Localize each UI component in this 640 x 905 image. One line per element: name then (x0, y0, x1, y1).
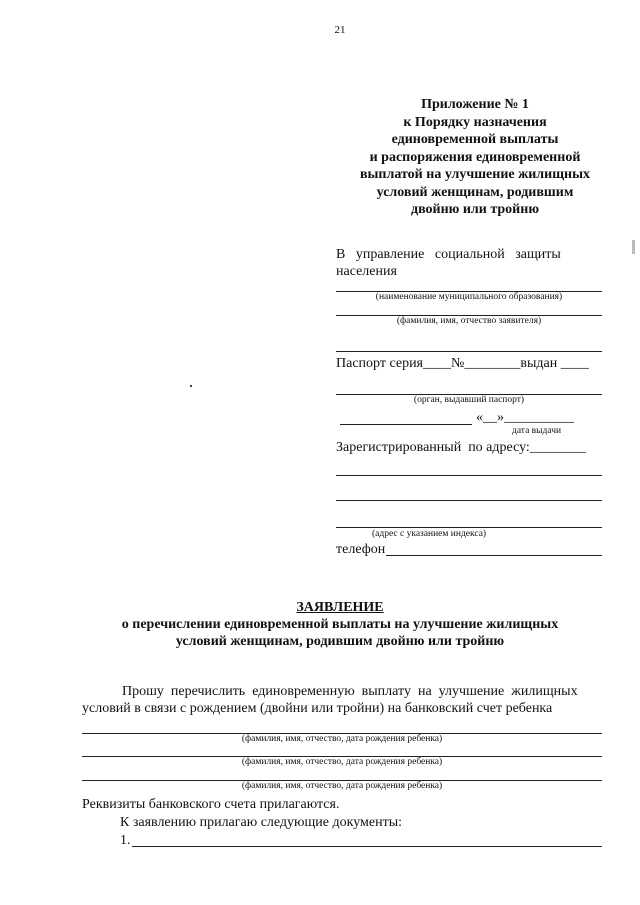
statement-subtitle-line-1: о перечислении единовременной выплаты на улучшение жилищных (121, 617, 559, 632)
scan-mark (632, 240, 635, 254)
appendix-line: двойню или тройню (410, 202, 540, 217)
appendix-line: выплатой на улучшение жилищных (359, 167, 591, 182)
child-1-caption: (фамилия, имя, отчество, дата рождения ребенка) (241, 734, 443, 744)
statement-subtitle-line-2: условий женщинам, родившим двойню или тройню (175, 634, 505, 649)
appendix-line: Приложение № 1 (421, 97, 529, 112)
bank-details-note: Реквизиты банковского счета прилагаются. (82, 797, 340, 812)
request-paragraph-line-2: условий в связи с рождением (двойни или тройни) на банковский счет ребенка (82, 701, 553, 716)
address-field-line-1[interactable] (336, 475, 602, 476)
request-paragraph-line-1: Прошу перечислить единовременную выплату на улучшение жилищных (122, 684, 578, 699)
municipality-caption: (наименование муниципального образования) (375, 292, 563, 302)
address-field-line-3[interactable] (336, 527, 602, 528)
appendix-line: к Порядку назначения (403, 114, 547, 130)
appendix-line: условий женщинам, родившим (376, 184, 574, 200)
phone-label: телефон (336, 542, 386, 557)
applicant-caption: (фамилия, имя, отчество заявителя) (396, 316, 542, 326)
child-2-caption: (фамилия, имя, отчество, дата рождения ребенка) (241, 757, 443, 767)
issuer-caption: (орган, выдавший паспорт) (413, 395, 525, 405)
scan-speck (190, 385, 192, 387)
passport-issuer-field-line-2[interactable] (340, 424, 472, 425)
issue-date-field[interactable]: «__»__________ (476, 410, 574, 425)
page-number: 21 (334, 24, 346, 36)
applicant-extra-field-line[interactable] (336, 351, 602, 352)
attachments-label: К заявлению прилагаю следующие документы: (120, 815, 403, 830)
phone-field-line[interactable] (386, 555, 602, 556)
address-field-line-2[interactable] (336, 500, 602, 501)
attachment-item-number: 1. (120, 833, 131, 848)
issue-date-caption: дата выдачи (512, 426, 562, 436)
addressee-line-2: населения (336, 264, 397, 279)
appendix-line: единовременной выплаты (391, 132, 559, 147)
addressee-line-1: В управление социальной защиты (336, 247, 561, 262)
registered-address-label: Зарегистрированный по адресу:________ (336, 440, 586, 455)
child-3-caption: (фамилия, имя, отчество, дата рождения ребенка) (241, 781, 443, 791)
statement-title: ЗАЯВЛЕНИЕ (296, 600, 384, 615)
appendix-line: и распоряжения единовременной (369, 149, 581, 165)
passport-line[interactable]: Паспорт серия____№________выдан ____ (336, 356, 589, 371)
address-caption: (адрес с указанием индекса) (372, 529, 487, 539)
attachment-item-field-line[interactable] (132, 846, 602, 847)
appendix-heading (330, 96, 620, 219)
